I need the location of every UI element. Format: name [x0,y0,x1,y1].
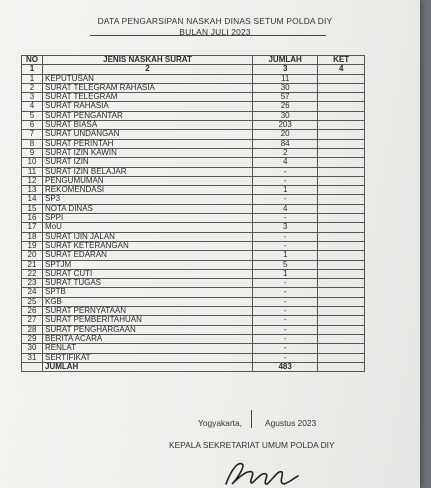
row-jumlah: - [253,195,318,204]
table-row [22,195,365,204]
table-row [22,186,365,195]
table-row [22,269,365,278]
table-row [22,74,365,83]
row-no: 21 [22,260,43,269]
row-ket [318,288,365,297]
row-jenis: SURAT PENGANTAR [43,111,253,120]
row-jenis: BERITA ACARA [43,334,253,343]
table-row [22,158,365,167]
row-jumlah: 3 [253,223,318,232]
row-no: 10 [22,158,43,167]
header-jenis: JENIS NASKAH SURAT [43,56,253,65]
row-ket [318,214,365,223]
row-ket [318,102,365,111]
archive-table [21,55,365,372]
footer-divider [251,410,252,428]
row-no: 15 [22,204,43,213]
row-no: 31 [22,353,43,362]
row-no: 13 [22,186,43,195]
row-ket [318,223,365,232]
table-row [22,148,365,157]
footer-date: Agustus 2023 [265,418,317,428]
row-jenis: SURAT CUTI [43,269,253,278]
row-ket [318,111,365,120]
row-jenis: SP3 [43,195,253,204]
row-ket [318,195,365,204]
row-jumlah: - [253,232,318,241]
row-ket [318,186,365,195]
row-jumlah: 30 [253,111,318,120]
table-row [22,214,365,223]
row-ket [318,307,365,316]
table-row [22,307,365,316]
table-row [22,344,365,353]
table-row [22,297,365,306]
row-no: 2 [22,83,43,92]
table-row [22,93,365,102]
table-row [22,223,365,232]
row-jenis: SURAT IZIN KAWIN [43,148,253,157]
row-jumlah: 20 [253,130,318,139]
total-no-cell [22,362,43,371]
row-no: 8 [22,139,43,148]
row-jenis: SURAT TUGAS [43,279,253,288]
row-no: 26 [22,307,43,316]
row-jumlah: 30 [253,83,318,92]
row-ket [318,260,365,269]
row-no: 11 [22,167,43,176]
row-jumlah: - [253,334,318,343]
row-no: 16 [22,214,43,223]
row-no: 1 [22,74,43,83]
row-ket [318,297,365,306]
row-jumlah: 2 [253,148,318,157]
header-no: NO [22,56,43,65]
row-jenis: SURAT EDARAN [43,251,253,260]
row-jumlah: - [253,288,318,297]
table-row [22,111,365,120]
row-jenis: REKOMENDASI [43,186,253,195]
row-jumlah: 1 [253,251,318,260]
row-ket [318,316,365,325]
row-ket [318,241,365,250]
row-jenis: SURAT PERINTAH [43,139,253,148]
row-ket [318,148,365,157]
total-row [22,362,365,371]
table-row [22,139,365,148]
total-label: JUMLAH [43,362,253,371]
header-ket: KET [318,56,365,65]
colnum-jumlah: 3 [253,65,318,74]
table-row [22,334,365,343]
row-jumlah: 1 [253,269,318,278]
row-no: 3 [22,93,43,102]
row-jumlah: 84 [253,139,318,148]
row-jenis: SURAT RAHASIA [43,102,253,111]
table-row [22,130,365,139]
row-jumlah: 4 [253,158,318,167]
row-ket [318,93,365,102]
colnum-no: 1 [22,65,43,74]
table-row [22,167,365,176]
row-jenis: SURAT PEMBERITAHUAN [43,316,253,325]
table-row [22,279,365,288]
row-jenis: KGB [43,297,253,306]
row-ket [318,353,365,362]
colnum-ket: 4 [318,65,365,74]
table-row [22,251,365,260]
row-ket [318,269,365,278]
signature-mark [222,458,302,488]
row-jumlah: 1 [253,186,318,195]
row-jenis: MoU [43,223,253,232]
row-jenis: SPTB [43,288,253,297]
row-ket [318,130,365,139]
row-ket [318,121,365,130]
row-jenis: NOTA DINAS [43,204,253,213]
row-ket [318,176,365,185]
signer-title: KEPALA SEKRETARIAT UMUM POLDA DIY [169,440,335,450]
row-no: 22 [22,269,43,278]
row-no: 19 [22,241,43,250]
row-jenis: SURAT IJIN JALAN [43,232,253,241]
row-no: 30 [22,344,43,353]
document-title: DATA PENGARSIPAN NASKAH DINAS SETUM POLDA DIY [97,16,333,26]
row-jenis: SURAT BIASA [43,121,253,130]
row-jumlah: - [253,176,318,185]
row-jumlah: 203 [253,121,318,130]
row-no: 24 [22,288,43,297]
colnum-jenis: 2 [43,65,253,74]
row-jenis: SURAT PERNYATAAN [43,307,253,316]
row-jumlah: - [253,214,318,223]
row-no: 4 [22,102,43,111]
row-no: 14 [22,195,43,204]
row-jenis: SPPI [43,214,253,223]
row-ket [318,167,365,176]
row-jenis: SURAT TELEGRAM RAHASIA [43,83,253,92]
row-ket [318,158,365,167]
row-no: 25 [22,297,43,306]
row-jumlah: - [253,307,318,316]
table-row [22,204,365,213]
row-jumlah: - [253,325,318,334]
row-ket [318,344,365,353]
row-jenis: SERTIFIKAT [43,353,253,362]
row-ket [318,279,365,288]
row-jumlah: 4 [253,204,318,213]
row-no: 29 [22,334,43,343]
row-jumlah: - [253,241,318,250]
table-row [22,83,365,92]
row-jenis: SPTJM [43,260,253,269]
row-jenis: SURAT UNDANGAN [43,130,253,139]
row-ket [318,334,365,343]
row-no: 5 [22,111,43,120]
table-row [22,102,365,111]
row-no: 28 [22,325,43,334]
row-ket [318,232,365,241]
row-jenis: RENLAT [43,344,253,353]
footer-place: Yogyakarta, [198,418,242,428]
row-jenis: PENGUMUMAN [43,176,253,185]
table-row [22,232,365,241]
row-ket [318,74,365,83]
row-ket [318,83,365,92]
row-no: 12 [22,176,43,185]
row-jumlah: - [253,316,318,325]
row-jumlah: - [253,279,318,288]
row-jumlah: - [253,353,318,362]
row-no: 7 [22,130,43,139]
total-value: 483 [253,362,318,371]
row-jumlah: 5 [253,260,318,269]
row-jenis: SURAT KETERANGAN [43,241,253,250]
table-header-row [22,56,365,65]
row-ket [318,139,365,148]
row-no: 18 [22,232,43,241]
table-row [22,260,365,269]
row-no: 17 [22,223,43,232]
title-underline [90,35,326,36]
row-no: 6 [22,121,43,130]
row-jumlah: - [253,167,318,176]
table-row [22,353,365,362]
header-jumlah: JUMLAH [253,56,318,65]
row-jenis: SURAT PENGHARGAAN [43,325,253,334]
row-jenis: KEPUTUSAN [43,74,253,83]
row-ket [318,325,365,334]
row-jenis: SURAT IZIN BELAJAR [43,167,253,176]
row-jenis: SURAT TELEGRAM [43,93,253,102]
row-no: 27 [22,316,43,325]
total-ket-cell [318,362,365,371]
row-ket [318,251,365,260]
row-jumlah: 11 [253,74,318,83]
table-row [22,316,365,325]
column-number-row [22,65,365,74]
row-no: 23 [22,279,43,288]
row-jenis: SURAT IZIN [43,158,253,167]
table-row [22,121,365,130]
table-row [22,241,365,250]
row-no: 9 [22,148,43,157]
table-row [22,176,365,185]
row-jumlah: - [253,297,318,306]
row-no: 20 [22,251,43,260]
row-jumlah: 57 [253,93,318,102]
table-row [22,325,365,334]
document-subtitle: BULAN JULI 2023 [179,27,251,37]
row-ket [318,204,365,213]
table-row [22,288,365,297]
row-jumlah: - [253,344,318,353]
row-jumlah: 26 [253,102,318,111]
